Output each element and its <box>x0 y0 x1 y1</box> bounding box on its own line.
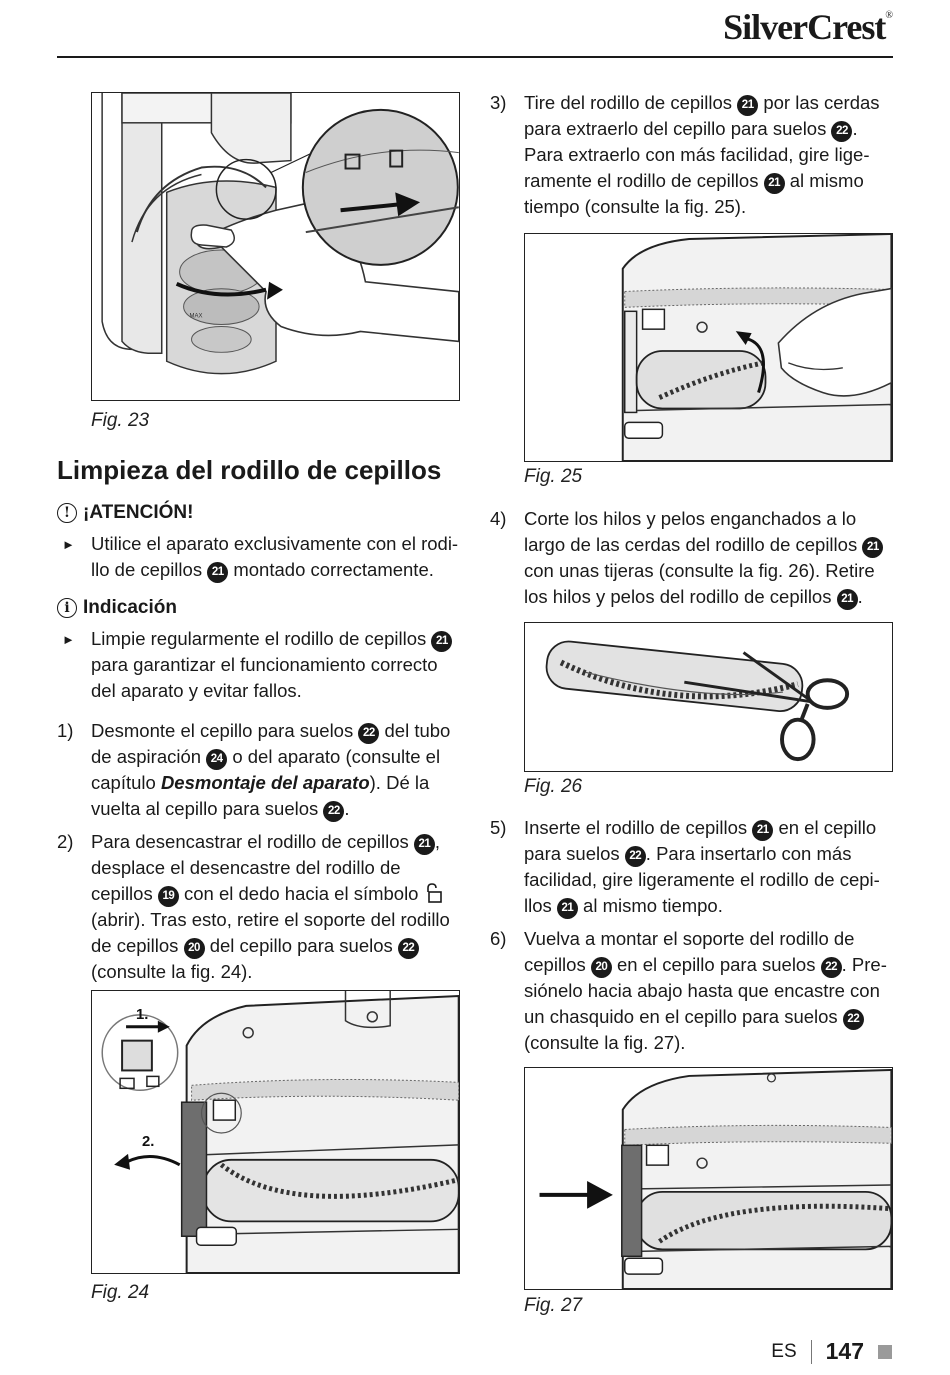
brand-logo: SilverCrest® <box>723 7 892 47</box>
step-3-number: 3) <box>490 92 507 113</box>
part-ref-22: 22 <box>831 121 852 142</box>
unlock-icon <box>424 883 442 903</box>
step-4-text: Corte los hilos y pelos enganchados a lo largo de las cerdas del rodillo de cepillos 21 con unas tijeras (consulte la fig. 26). Retire los hilos y pelos del rodillo de cepillos 21 . <box>524 506 896 610</box>
note-title: i Indicación <box>57 597 177 619</box>
step-1-text: Desmonte el cepillo para suelos 22 del tubo de aspiración 24 o del aparato (consulte el capítulo Desmontaje del aparato). Dé la vuelta al cepillo para suelos 22 . <box>91 718 463 822</box>
step-3-text: Tire del rodillo de cepillos 21 por las cerdas para extraerlo del cepillo para suelos 22 . Para extraerlo con más facilidad, gire lige- ramente el rodillo de cepillos 21 al mismo tiempo (consulte la fig. 25). <box>524 92 880 217</box>
part-ref-21: 21 <box>837 589 858 610</box>
attention-title: ! ¡ATENCIÓN! <box>57 502 193 524</box>
part-ref-20: 20 <box>184 938 205 959</box>
bullet-arrow-icon: ► <box>62 537 75 552</box>
info-icon: i <box>57 598 77 618</box>
footer-divider <box>811 1340 812 1364</box>
part-ref-19: 19 <box>158 886 179 907</box>
fig23-max-label: MAX <box>189 313 203 320</box>
part-ref-22: 22 <box>821 957 842 978</box>
figure-24 <box>91 990 460 1274</box>
figure-24-caption: Fig. 24 <box>91 1282 150 1303</box>
figure-26-caption: Fig. 26 <box>524 776 583 797</box>
bullet-arrow-icon: ► <box>62 632 75 647</box>
part-ref-21: 21 <box>764 173 785 194</box>
figure-23 <box>91 92 460 401</box>
step-5-text: Inserte el rodillo de cepillos 21 en el cepillo para suelos 22 . Para insertarlo con más facilidad, gire ligeramente el rodillo de cepi- llos 21 al mismo tiempo. <box>524 815 896 919</box>
step-1-number: 1) <box>57 720 74 741</box>
fig24-step2-label: 2. <box>141 1133 155 1150</box>
part-ref-22: 22 <box>358 723 379 744</box>
part-ref-21: 21 <box>557 898 578 919</box>
part-ref-20: 20 <box>591 957 612 978</box>
part-ref-21: 21 <box>737 95 758 116</box>
step-6-text: Vuelva a montar el soporte del rodillo de cepillos 20 en el cepillo para suelos 22 . Pre- siónelo hacia abajo hasta que encastre con un chasquido en el cepillo para suelos 22 (consulte la fig. 27). <box>524 928 887 1053</box>
figure-27 <box>524 1067 893 1290</box>
section-title: Limpieza del rodillo de cepillos <box>57 455 442 485</box>
part-ref-21: 21 <box>862 537 883 558</box>
square-marker-icon <box>878 1345 892 1359</box>
step-2-number: 2) <box>57 831 74 852</box>
figure-27-caption: Fig. 27 <box>524 1295 583 1316</box>
header-rule <box>57 56 893 58</box>
page-number: 147 <box>825 1338 864 1364</box>
part-ref-22: 22 <box>625 846 646 867</box>
page-footer <box>771 1338 892 1365</box>
exclamation-icon: ! <box>57 503 77 523</box>
part-ref-21: 21 <box>414 834 435 855</box>
part-ref-22: 22 <box>843 1009 864 1030</box>
step-2-text: Para desencastrar el rodillo de cepillos 21 , desplace el desencastre del rodillo de cepillos 19 con el dedo hacia el símbolo (abrir). Tras esto, retire el soporte del rodillo de cepillos 20 del cepillo para suelos 22 (consulte la fig. 24). <box>91 831 450 982</box>
part-ref-21: 21 <box>752 820 773 841</box>
part-ref-21: 21 <box>431 631 452 652</box>
part-ref-22: 22 <box>398 938 419 959</box>
figure-25-caption: Fig. 25 <box>524 466 583 487</box>
fig24-step1-label: 1. <box>135 1006 149 1023</box>
figure-23-caption: Fig. 23 <box>91 410 150 431</box>
attention-item: Utilice el aparato exclusivamente con el rodi- llo de cepillos 21 montado correctamente. <box>91 531 463 583</box>
step-6-number: 6) <box>490 928 507 949</box>
figure-25 <box>524 233 893 462</box>
note-item: Limpie regularmente el rodillo de cepillos 21 para garantizar el funcionamiento correcto del aparato y evitar fallos. <box>91 626 463 704</box>
part-ref-21: 21 <box>207 562 228 583</box>
part-ref-22: 22 <box>323 801 344 822</box>
figure-26 <box>524 622 893 772</box>
part-ref-24: 24 <box>206 749 227 770</box>
step-5-number: 5) <box>490 817 507 838</box>
step-4-number: 4) <box>490 508 507 529</box>
language-code: ES <box>771 1340 797 1362</box>
